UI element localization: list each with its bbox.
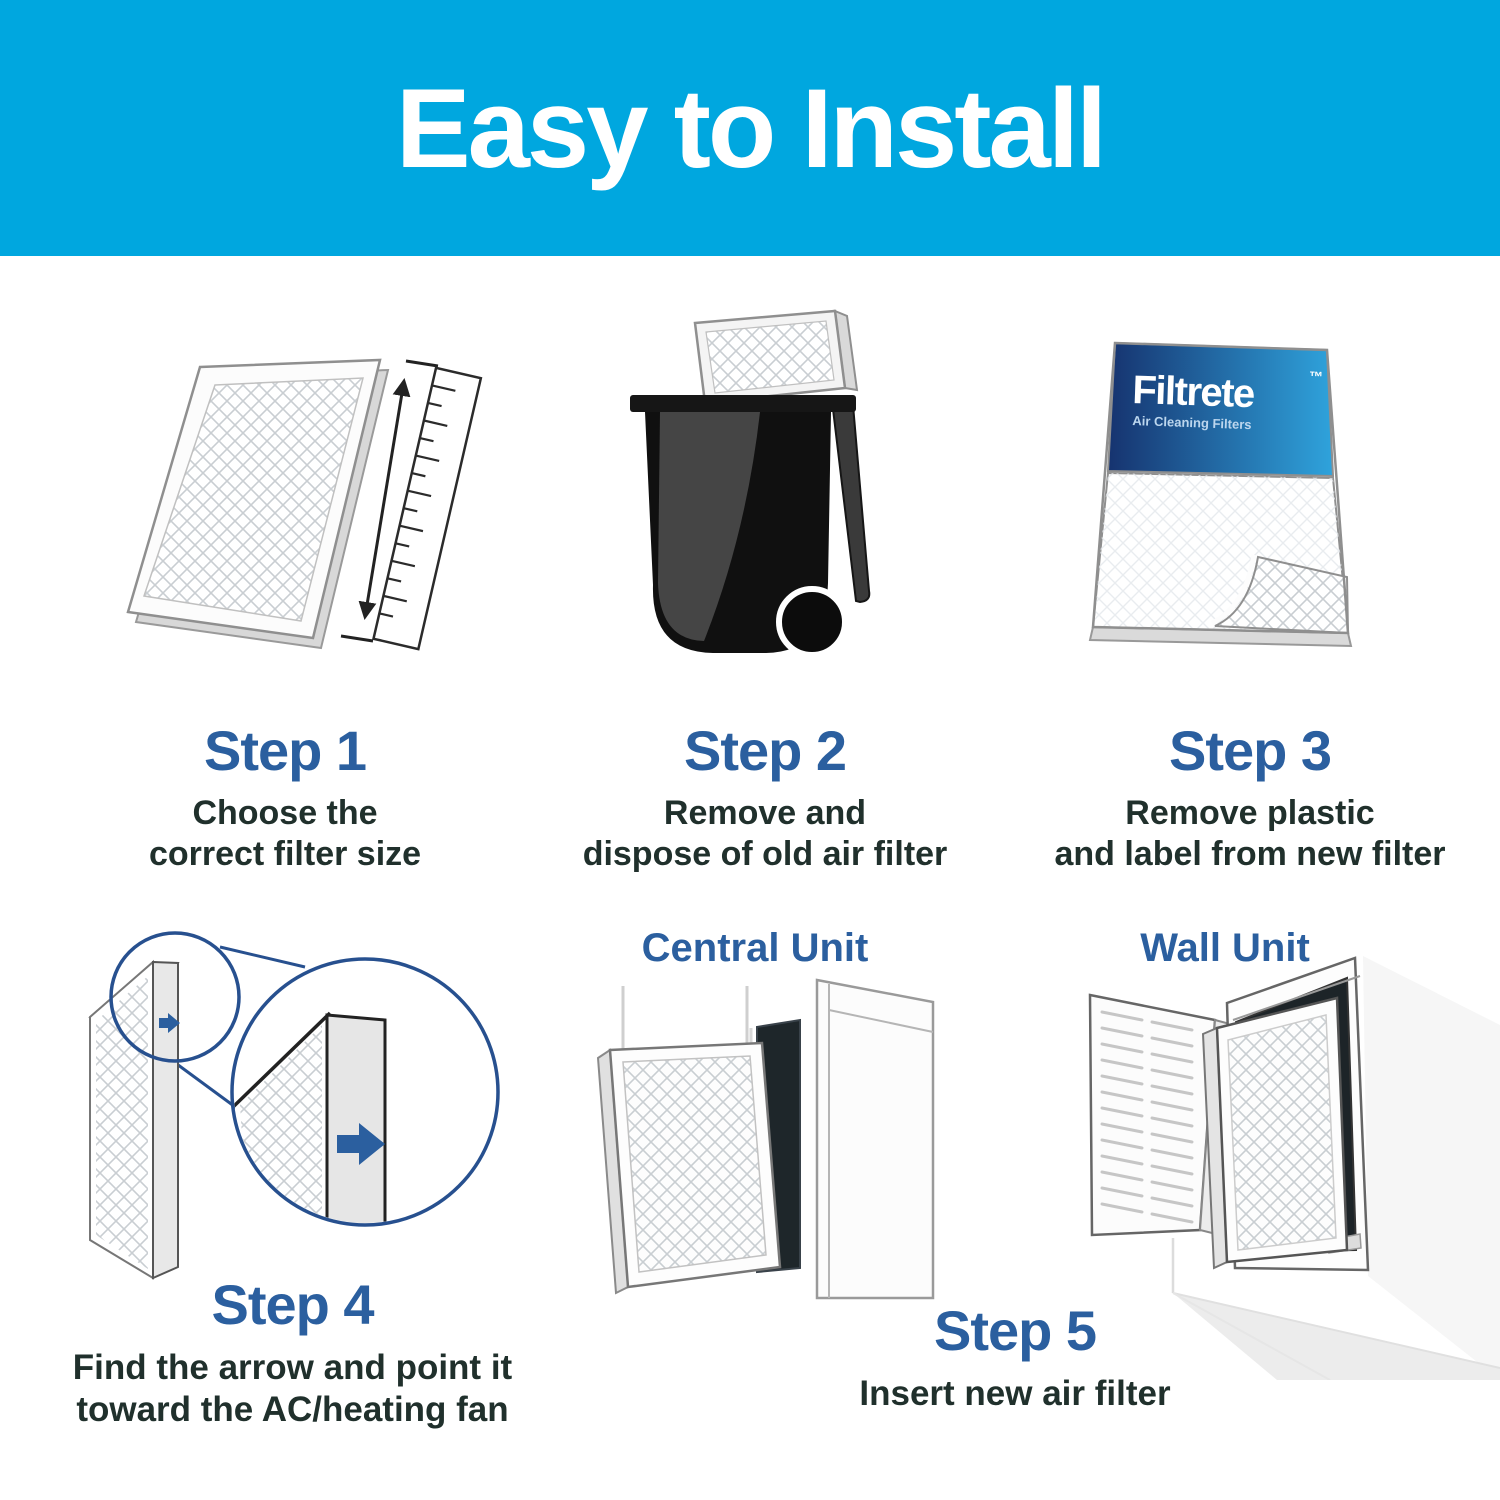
step-4-caption (40, 1347, 545, 1431)
step-5-caption (770, 1373, 1260, 1415)
step-3-caption-line2: and label from new filter (1054, 834, 1446, 873)
central-unit-label: Central Unit (641, 926, 869, 970)
wall-filter-graphic (1203, 998, 1347, 1268)
step-1-label: Step 1 (203, 719, 367, 782)
step-5-block (770, 1298, 1260, 1415)
step-3-caption-line1: Remove plastic (1125, 794, 1375, 832)
air-filter-graphic (128, 360, 388, 648)
ruler-graphic (374, 368, 481, 649)
filter-edge-graphic (90, 962, 180, 1278)
step-1-caption (40, 793, 530, 875)
step-2-caption-line1: Remove and (663, 794, 867, 832)
step-4-block (40, 1272, 545, 1431)
step-1-caption-line1: Choose the (192, 794, 378, 832)
old-filter-graphic (695, 311, 857, 403)
step-4-caption-line2: toward the AC/heating fan (76, 1390, 509, 1429)
central-unit-illustration (555, 950, 1035, 1345)
filtrete-logo-text: Filtrete (1131, 368, 1255, 417)
step-1-caption-line2: correct filter size (148, 834, 422, 873)
step-2-block (525, 718, 1005, 875)
filtrete-package-illustration (1075, 335, 1375, 665)
bin-lid-graphic (833, 405, 869, 602)
header-banner (0, 0, 1500, 256)
page-title: Easy to Install (395, 65, 1105, 191)
filtrete-subtitle-text: Air Cleaning Filters (1132, 413, 1252, 433)
step-4-caption-line1: Find the arrow and point it (72, 1348, 513, 1387)
filtrete-trademark: ™ (1308, 368, 1324, 385)
bin-wheel-graphic (779, 589, 845, 655)
step-4-label: Step 4 (211, 1273, 374, 1336)
step-5-label: Step 5 (933, 1299, 1097, 1362)
wall-unit-label: Wall Unit (1140, 926, 1310, 970)
trash-bin-illustration (600, 295, 920, 675)
filter-ruler-illustration (75, 345, 505, 665)
step-2-caption (525, 793, 1005, 875)
step-1-block (40, 718, 530, 875)
step-3-label: Step 3 (1168, 719, 1332, 782)
arrow-direction-illustration (60, 925, 530, 1283)
step-2-caption-line2: dispose of old air filter (582, 834, 948, 873)
step-5-caption-line1: Insert new air filter (859, 1374, 1171, 1413)
step-2-label: Step 2 (683, 719, 847, 782)
step-3-caption (1005, 793, 1495, 875)
step-3-block (1005, 718, 1495, 875)
new-filter-graphic (598, 1043, 780, 1293)
magnified-filter-edge (232, 959, 498, 1235)
hvac-cabinet-graphic (817, 980, 933, 1298)
